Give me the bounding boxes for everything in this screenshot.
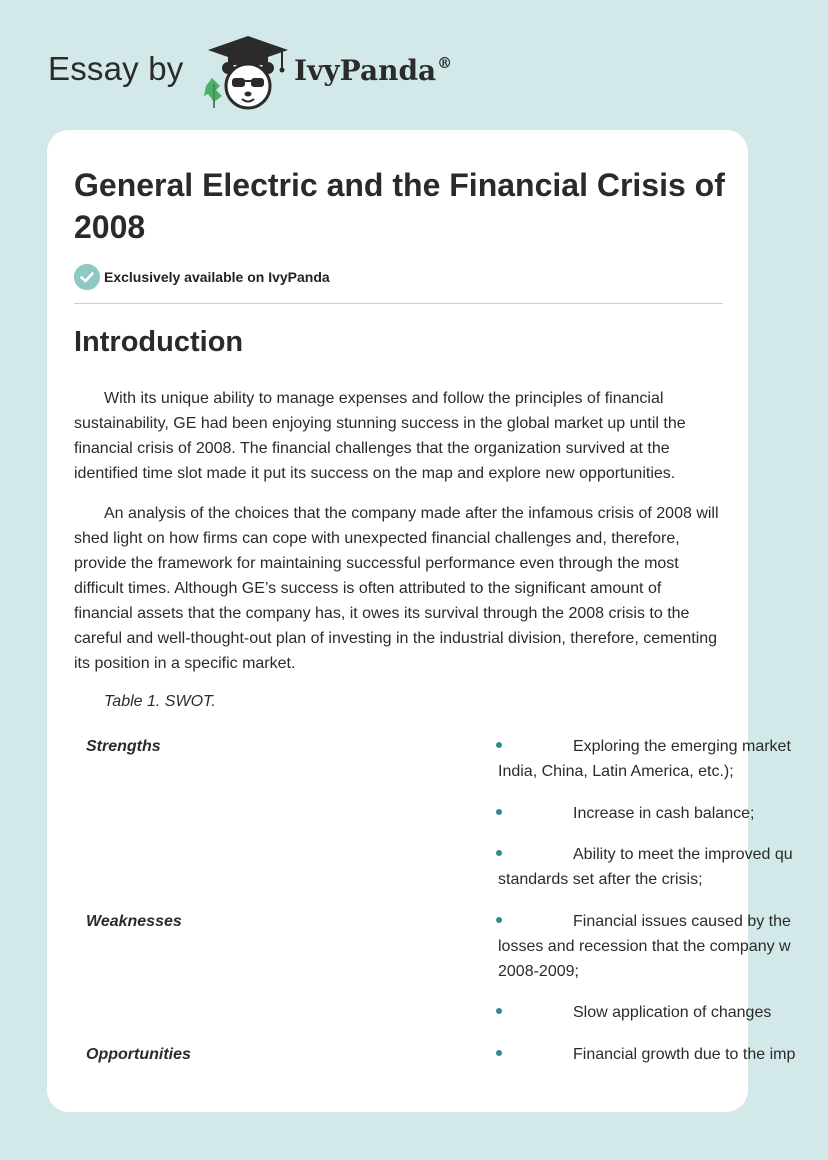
swot-label-strengths: Strengths — [86, 738, 161, 755]
bullet-dot-icon — [496, 809, 502, 815]
brand-prefix: Essay by — [48, 50, 184, 87]
swot-bullet: Financial issues caused by the losses and recession that the company w 2008-2009; — [498, 913, 791, 980]
swot-bullet: Increase in cash balance; — [498, 801, 828, 826]
badge-text: Exclusively available on IvyPanda — [104, 269, 330, 285]
table-caption: Table 1. SWOT. — [104, 693, 216, 710]
bullet-dot-icon — [496, 917, 502, 923]
swot-label-weaknesses: Weaknesses — [86, 913, 182, 930]
page-title: General Electric and the Financial Crisis of 2008 — [74, 167, 725, 245]
bullet-dot-icon — [496, 1008, 502, 1014]
swot-bullet: Slow application of changes — [498, 1000, 828, 1025]
brand-header — [48, 32, 548, 112]
swot-bullet: Financial growth due to the imp — [498, 1042, 828, 1067]
section-title: Introduction — [74, 326, 244, 358]
essay-card — [47, 130, 796, 1112]
paragraph: With its unique ability to manage expenses and follow the principles of financial sustainability, GE had been enjoying stunning success in the global market up until the financial crisis of 2008. The financial challenges that the organization survived at the identified time slot made it put its success on the map and explore new opportunities. — [74, 390, 686, 482]
swot-bullet: Exploring the emerging market India, China, Latin America, etc.); — [498, 738, 791, 780]
paragraph: An analysis of the choices that the company made after the infamous crisis of 2008 will shed light on how firms can cope with unexpected financial challenges and, therefore, provide the framework for maintaining successful performance even through the most difficult times. Although GE’s success is often attributed to the significant amount of financial assets that the company has, it owes its survival through the 2008 crisis to the careful and well-thought-out plan of investing in the industrial division, therefore, cementing its position in a specific market. — [74, 505, 719, 672]
panda-logo-icon[interactable] — [202, 34, 294, 112]
bullet-dot-icon — [496, 1050, 502, 1056]
divider — [74, 303, 723, 304]
brand-name: IvyPanda® — [294, 54, 453, 87]
bullet-dot-icon — [496, 850, 502, 856]
swot-label-opportunities: Opportunities — [86, 1046, 191, 1063]
swot-bullet: Ability to meet the improved qu standards set after the crisis; — [498, 846, 793, 888]
bullet-dot-icon — [496, 742, 502, 748]
check-circle-icon — [74, 264, 100, 290]
